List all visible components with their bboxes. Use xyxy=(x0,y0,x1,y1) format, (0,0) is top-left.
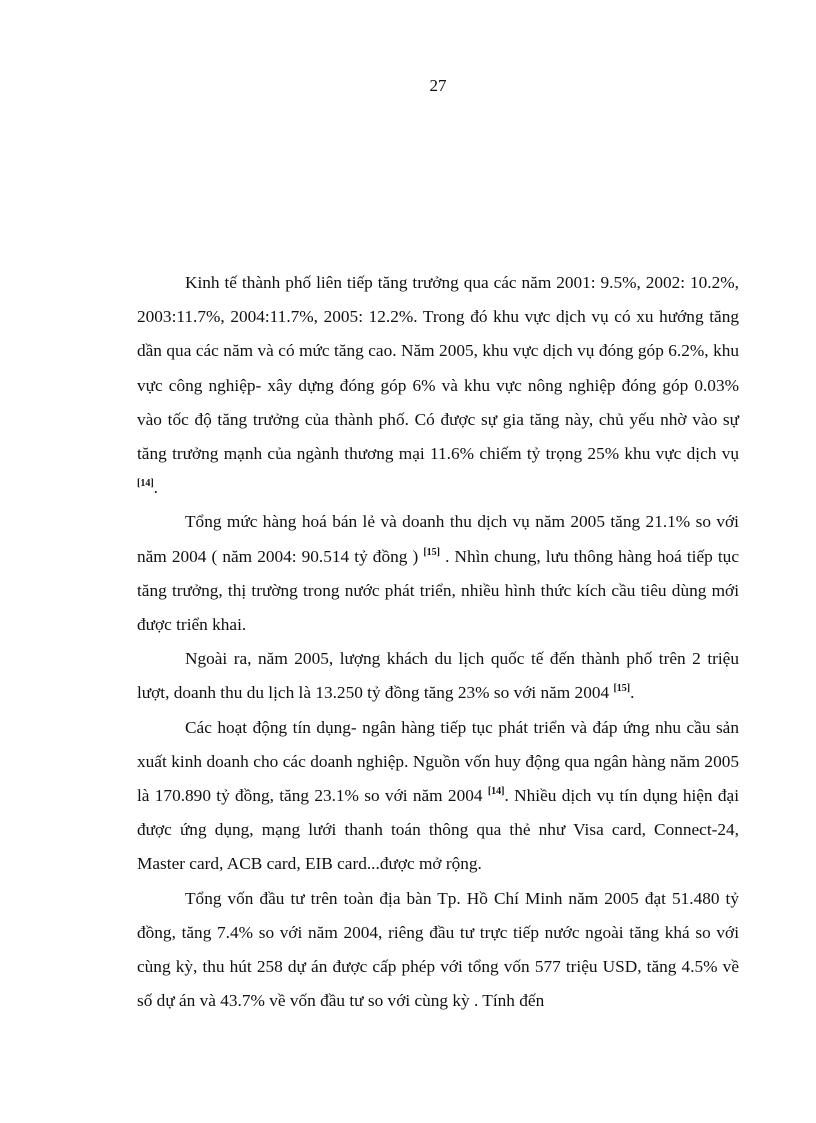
paragraph-text-tail: . xyxy=(153,478,158,498)
paragraph-text: Ngoài ra, năm 2005, lượng khách du lịch quốc tế đến thành phố trên 2 triệu lượt, doanh thu du lịch là 13.250 tỷ đồng tăng 23% so với năm 2004 xyxy=(137,649,739,703)
citation-ref: [14] xyxy=(137,478,154,490)
paragraph-text: Tổng vốn đầu tư trên toàn địa bàn Tp. Hồ Chí Minh năm 2005 đạt 51.480 tỷ đồng, tăng 7.4% so với năm 2004, riêng đầu tư trực tiếp nước ngoài tăng khá so với cùng kỳ, thu hút 258 dự án được cấp phép với tổng vốn 577 triệu USD, tăng 4.5% về số dự án và 43.7% về vốn đầu tư so với cùng kỳ . Tính đến xyxy=(137,888,739,1011)
citation-ref: [15] xyxy=(613,683,631,695)
paragraph-text-tail: . Nhìn chung, lưu thông hàng hoá tiếp tục tăng trưởng, thị trường trong nước phát triển, nhiều hình thức kích cầu tiêu dùng mới được triển khai. xyxy=(137,546,739,635)
citation-ref: [15] xyxy=(423,546,440,558)
paragraph-banking xyxy=(137,711,739,882)
page-number: 27 xyxy=(429,76,447,95)
paragraph-investment xyxy=(137,882,739,1019)
citation-ref: [14] xyxy=(487,786,505,798)
body-text xyxy=(137,266,739,1018)
paragraph-tourism xyxy=(137,642,739,710)
paragraph-text: Kinh tế thành phố liên tiếp tăng trưởng qua các năm 2001: 9.5%, 2002: 10.2%, 2003:11.7%, 2004:11.7%, 2005: 12.2%. Trong đó khu vực dịch vụ có xu hướng tăng dần qua các năm và có mức tăng cao. Năm 2005, khu vực dịch vụ đóng góp 6.2%, khu vực công nghiệp- xây dựng đóng góp 6% và khu vực nông nghiệp đóng góp 0.03% vào tốc độ tăng trưởng của thành phố. Có được sự gia tăng này, chủ yếu nhờ vào sự tăng trưởng mạnh của ngành thương mại 11.6% chiếm tỷ trọng 25% khu vực dịch vụ xyxy=(137,273,739,464)
paragraph-economic-growth xyxy=(137,266,739,505)
paragraph-text-tail: . Nhiều dịch vụ tín dụng hiện đại được ứng dụng, mạng lưới thanh toán thông qua thẻ như Visa card, Connect-24, Master card, ACB card, EIB card...được mở rộng. xyxy=(137,786,739,874)
paragraph-retail-sales xyxy=(137,505,739,642)
paragraph-text-tail: . xyxy=(630,683,635,703)
paragraph-text: Tổng mức hàng hoá bán lẻ và doanh thu dịch vụ năm 2005 tăng 21.1% so với năm 2004 ( năm 2004: 90.514 tỷ đồng ) xyxy=(137,512,739,566)
paragraph-text: Các hoạt động tín dụng- ngân hàng tiếp tục phát triển và đáp ứng nhu cầu sản xuất kinh doanh cho các doanh nghiệp. Nguồn vốn huy động qua ngân hàng năm 2005 là 170.890 tỷ đồng, tăng 23.1% so với năm 2004 xyxy=(137,717,739,806)
